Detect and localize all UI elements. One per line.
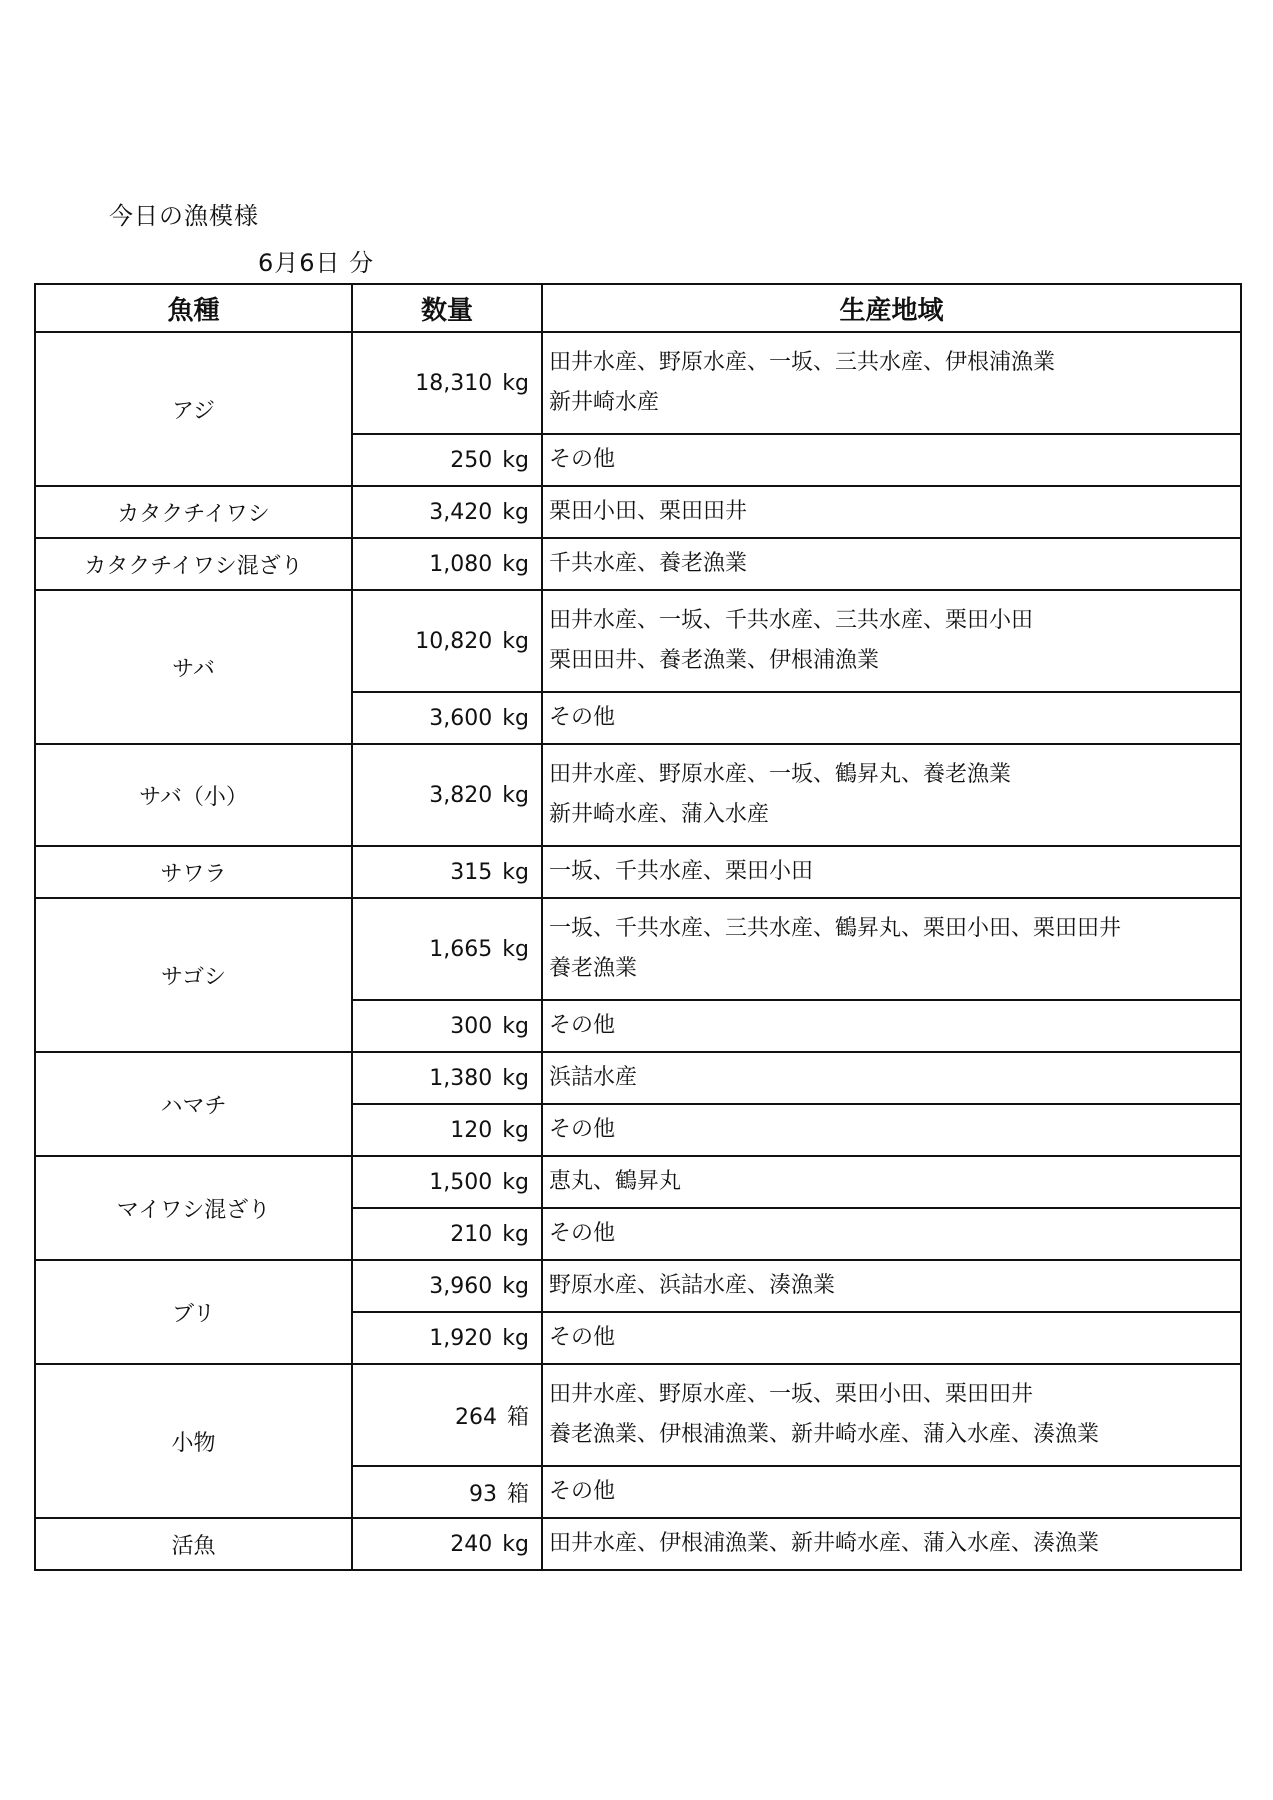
area-line: 養老漁業、伊根浦漁業、新井崎水産、蒲入水産、湊漁業 xyxy=(549,1422,1100,1447)
species-cell: 小物 xyxy=(35,1364,352,1518)
quantity-value: 1,380 xyxy=(429,1065,493,1091)
area-line: その他 xyxy=(549,1013,616,1038)
table-row xyxy=(35,1052,1241,1104)
area-line: 田井水産、野原水産、一坂、栗田小田、栗田田井 xyxy=(549,1382,1034,1407)
species-cell: ブリ xyxy=(35,1260,352,1364)
quantity-value: 1,080 xyxy=(429,551,493,577)
area-cell xyxy=(542,538,1241,590)
species-cell: サゴシ xyxy=(35,898,352,1052)
quantity-cell xyxy=(352,434,542,486)
quantity-unit: kg xyxy=(502,936,529,962)
species-cell: サワラ xyxy=(35,846,352,898)
area-line: 新井崎水産、蒲入水産 xyxy=(549,802,770,827)
quantity-unit: 箱 xyxy=(506,1481,529,1507)
area-line: その他 xyxy=(549,1479,616,1504)
quantity-value: 93 xyxy=(468,1481,497,1507)
quantity-cell xyxy=(352,1156,542,1208)
quantity-unit: kg xyxy=(502,447,529,473)
quantity-value: 1,920 xyxy=(429,1325,493,1351)
quantity-unit: kg xyxy=(502,705,529,731)
table-row xyxy=(35,898,1241,1000)
quantity-cell xyxy=(352,1518,542,1570)
area-cell xyxy=(542,1364,1241,1466)
quantity-value: 1,665 xyxy=(429,936,493,962)
species-cell: ハマチ xyxy=(35,1052,352,1156)
table-row xyxy=(35,332,1241,434)
area-line: 栗田小田、栗田田井 xyxy=(549,499,748,524)
area-cell xyxy=(542,1466,1241,1518)
table-row xyxy=(35,1156,1241,1208)
quantity-unit: kg xyxy=(502,782,529,808)
area-cell xyxy=(542,1208,1241,1260)
area-cell xyxy=(542,1000,1241,1052)
quantity-unit: kg xyxy=(502,1325,529,1351)
table-row xyxy=(35,590,1241,692)
quantity-value: 300 xyxy=(450,1013,493,1039)
table-row xyxy=(35,1364,1241,1466)
report-date: 6月6日 分 xyxy=(258,249,375,277)
header-species: 魚種 xyxy=(35,284,352,332)
quantity-unit: kg xyxy=(502,859,529,885)
area-cell xyxy=(542,332,1241,434)
area-line: 田井水産、野原水産、一坂、鶴昇丸、養老漁業 xyxy=(549,762,1012,787)
quantity-cell xyxy=(352,692,542,744)
quantity-unit: kg xyxy=(502,370,529,396)
species-cell: カタクチイワシ混ざり xyxy=(35,538,352,590)
area-cell xyxy=(542,744,1241,846)
species-cell: マイワシ混ざり xyxy=(35,1156,352,1260)
table-row xyxy=(35,1518,1241,1570)
quantity-cell xyxy=(352,1000,542,1052)
quantity-value: 264 xyxy=(454,1404,497,1430)
area-cell xyxy=(542,898,1241,1000)
quantity-unit: 箱 xyxy=(506,1404,529,1430)
quantity-cell xyxy=(352,486,542,538)
quantity-unit: kg xyxy=(502,1117,529,1143)
header-area: 生産地域 xyxy=(542,284,1241,332)
quantity-cell xyxy=(352,1260,542,1312)
quantity-value: 315 xyxy=(450,859,493,885)
area-line: 田井水産、一坂、千共水産、三共水産、栗田小田 xyxy=(549,608,1034,633)
area-cell xyxy=(542,1518,1241,1570)
table-body xyxy=(35,332,1241,1570)
quantity-unit: kg xyxy=(502,1221,529,1247)
quantity-cell xyxy=(352,1466,542,1518)
header-quantity: 数量 xyxy=(352,284,542,332)
area-line: 野原水産、浜詰水産、湊漁業 xyxy=(549,1273,836,1298)
area-cell xyxy=(542,1052,1241,1104)
quantity-cell xyxy=(352,590,542,692)
catch-table xyxy=(34,283,1242,1571)
quantity-unit: kg xyxy=(502,1531,529,1557)
area-line: 一坂、千共水産、栗田小田 xyxy=(549,859,814,884)
area-line: その他 xyxy=(549,705,616,730)
area-line: その他 xyxy=(549,1117,616,1142)
area-line: 田井水産、伊根浦漁業、新井崎水産、蒲入水産、湊漁業 xyxy=(549,1531,1100,1556)
species-cell: 活魚 xyxy=(35,1518,352,1570)
quantity-cell xyxy=(352,744,542,846)
table-row xyxy=(35,1260,1241,1312)
quantity-value: 1,500 xyxy=(429,1169,493,1195)
area-line: 千共水産、養老漁業 xyxy=(549,551,748,576)
area-line: 養老漁業 xyxy=(549,956,638,981)
quantity-cell xyxy=(352,1364,542,1466)
page-title: 今日の漁模様 xyxy=(109,202,259,230)
area-line: 田井水産、野原水産、一坂、三共水産、伊根浦漁業 xyxy=(549,350,1056,375)
table-row xyxy=(35,744,1241,846)
area-line: 浜詰水産 xyxy=(549,1065,638,1090)
species-cell: カタクチイワシ xyxy=(35,486,352,538)
area-line: 一坂、千共水産、三共水産、鶴昇丸、栗田小田、栗田田井 xyxy=(549,916,1122,941)
quantity-value: 3,420 xyxy=(429,499,493,525)
quantity-unit: kg xyxy=(502,1013,529,1039)
table-row xyxy=(35,846,1241,898)
table-row xyxy=(35,486,1241,538)
quantity-cell xyxy=(352,846,542,898)
quantity-value: 18,310 xyxy=(415,370,493,396)
quantity-unit: kg xyxy=(502,499,529,525)
area-cell xyxy=(542,1104,1241,1156)
quantity-value: 210 xyxy=(450,1221,493,1247)
species-cell: サバ（小） xyxy=(35,744,352,846)
area-cell xyxy=(542,434,1241,486)
quantity-cell xyxy=(352,538,542,590)
area-cell xyxy=(542,590,1241,692)
quantity-value: 3,600 xyxy=(429,705,493,731)
quantity-cell xyxy=(352,1104,542,1156)
quantity-unit: kg xyxy=(502,628,529,654)
quantity-value: 10,820 xyxy=(415,628,493,654)
area-cell xyxy=(542,692,1241,744)
quantity-cell xyxy=(352,1208,542,1260)
quantity-value: 240 xyxy=(450,1531,493,1557)
species-cell: サバ xyxy=(35,590,352,744)
area-line: その他 xyxy=(549,1325,616,1350)
table-header-row xyxy=(35,284,1241,332)
area-line: 栗田田井、養老漁業、伊根浦漁業 xyxy=(549,648,880,673)
species-cell: アジ xyxy=(35,332,352,486)
area-line: 恵丸、鶴昇丸 xyxy=(549,1169,682,1194)
quantity-value: 3,960 xyxy=(429,1273,493,1299)
quantity-cell xyxy=(352,1052,542,1104)
quantity-unit: kg xyxy=(502,1273,529,1299)
area-cell xyxy=(542,1156,1241,1208)
quantity-cell xyxy=(352,898,542,1000)
quantity-cell xyxy=(352,1312,542,1364)
quantity-value: 250 xyxy=(450,447,493,473)
quantity-unit: kg xyxy=(502,1169,529,1195)
area-cell xyxy=(542,846,1241,898)
table-row xyxy=(35,538,1241,590)
quantity-cell xyxy=(352,332,542,434)
area-cell xyxy=(542,1312,1241,1364)
area-cell xyxy=(542,1260,1241,1312)
area-line: 新井崎水産 xyxy=(549,390,660,415)
area-cell xyxy=(542,486,1241,538)
quantity-unit: kg xyxy=(502,551,529,577)
area-line: その他 xyxy=(549,1221,616,1246)
area-line: その他 xyxy=(549,447,616,472)
quantity-value: 3,820 xyxy=(429,782,493,808)
quantity-unit: kg xyxy=(502,1065,529,1091)
quantity-value: 120 xyxy=(450,1117,493,1143)
